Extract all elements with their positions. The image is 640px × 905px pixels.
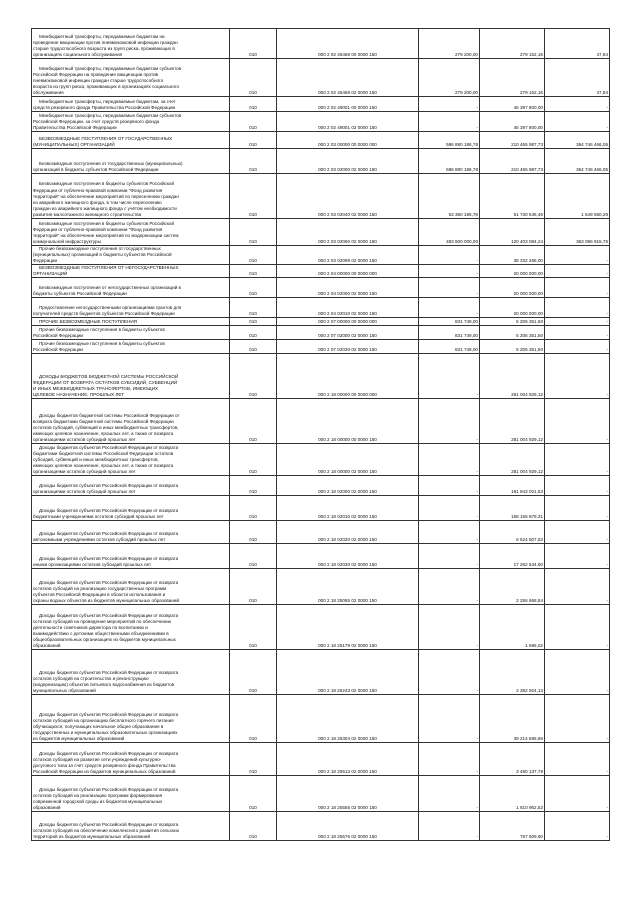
table-row bbox=[32, 132, 610, 149]
executed-cell: 45 397 800,00 bbox=[480, 112, 545, 132]
executed-cell: 39 214 585,69 bbox=[480, 695, 545, 743]
table-row bbox=[32, 444, 610, 476]
budget-classification-code-cell: 000 2 18 02020 02 0000 150 bbox=[277, 521, 419, 544]
budget-classification-code-cell: 000 2 03 02060 02 0000 150 bbox=[277, 219, 419, 246]
unexecuted-cell: 363 096 915,76 bbox=[545, 219, 610, 246]
approved-plan-cell: - bbox=[419, 650, 480, 695]
approved-plan-cell: 831 749,00 bbox=[419, 326, 480, 340]
approved-plan-cell: - bbox=[419, 521, 480, 544]
executed-cell: 120 403 084,24 bbox=[480, 219, 545, 246]
table-row bbox=[32, 776, 610, 812]
executed-cell: 3 480 137,78 bbox=[480, 743, 545, 776]
approved-plan-cell: - bbox=[419, 695, 480, 743]
line-code-cell: 010 bbox=[230, 219, 277, 246]
budget-classification-code-cell: 000 2 18 25243 02 0000 150 bbox=[277, 650, 419, 695]
unexecuted-cell: 47,84 bbox=[545, 29, 610, 59]
executed-cell: 20 000 000,00 bbox=[480, 278, 545, 298]
budget-classification-code-cell: 000 2 18 25513 02 0000 150 bbox=[277, 743, 419, 776]
approved-plan-cell: - bbox=[419, 569, 480, 605]
table-row bbox=[32, 743, 610, 776]
executed-cell: 168 155 879,31 bbox=[480, 496, 545, 521]
approved-plan-cell: 279 200,00 bbox=[419, 59, 480, 97]
line-code-cell: 010 bbox=[230, 544, 277, 569]
indicator-name-cell: Предоставление негосударственными организациями грантов для получателей средств бюджетов субъектов Российской Федерации bbox=[32, 298, 230, 318]
budget-classification-code-cell: 000 2 04 00000 00 0000 000 bbox=[277, 265, 419, 278]
line-code-cell: 010 bbox=[230, 354, 277, 399]
line-code-cell: 010 bbox=[230, 743, 277, 776]
line-code-cell: 010 bbox=[230, 29, 277, 59]
approved-plan-cell: - bbox=[419, 354, 480, 399]
line-code-cell: 010 bbox=[230, 246, 277, 265]
budget-classification-code-cell: 000 2 03 02099 02 0000 150 bbox=[277, 246, 419, 265]
indicator-name-cell: Доходы бюджетов субъектов Российской Федерации от возврата организациями остатков субсидий прошлых лет bbox=[32, 476, 230, 496]
approved-plan-cell: - bbox=[419, 112, 480, 132]
line-code-cell: 010 bbox=[230, 326, 277, 340]
indicator-name-cell: Безвозмездные поступления от государственных (муниципальных) организаций в бюджеты субъектов Российской Федерации bbox=[32, 149, 230, 174]
indicator-name-cell: Доходы бюджетов субъектов Российской Федерации от возврата бюджетами бюджетной системы Российской Федерации остатков субсидий, субвенций и иных межбюджетных трансфертов, имеющих целевое назначение, прошлых лет, а также от возврата организациями остатков субсидий прошлых лет bbox=[32, 444, 230, 476]
table-row bbox=[32, 521, 610, 544]
line-code-cell: 010 bbox=[230, 476, 277, 496]
budget-classification-code-cell: 000 2 02 49001 02 0000 150 bbox=[277, 112, 419, 132]
executed-cell: 210 465 987,73 bbox=[480, 149, 545, 174]
line-code-cell: 010 bbox=[230, 444, 277, 476]
table-row bbox=[32, 399, 610, 444]
budget-classification-code-cell: 000 2 02 49001 00 0000 150 bbox=[277, 97, 419, 112]
budget-classification-code-cell: 000 2 18 02010 02 0000 150 bbox=[277, 496, 419, 521]
executed-cell: 191 943 021,53 bbox=[480, 476, 545, 496]
line-code-cell: 010 bbox=[230, 399, 277, 444]
approved-plan-cell: 831 749,00 bbox=[419, 318, 480, 326]
executed-cell: 20 000 000,00 bbox=[480, 265, 545, 278]
indicator-name-cell: Доходы бюджетов субъектов Российской Федерации от возврата иными организациями остатков субсидий прошлых лет bbox=[32, 544, 230, 569]
unexecuted-cell: - bbox=[545, 812, 610, 841]
indicator-name-cell: Доходы бюджетов субъектов Российской Федерации от возврата автономными учреждениями остатков субсидий прошлых лет bbox=[32, 521, 230, 544]
line-code-cell: 010 bbox=[230, 112, 277, 132]
budget-classification-code-cell: 000 2 18 25065 02 0000 150 bbox=[277, 569, 419, 605]
table-row bbox=[32, 174, 610, 219]
line-code-cell: 010 bbox=[230, 278, 277, 298]
unexecuted-cell: - bbox=[545, 399, 610, 444]
unexecuted-cell: - bbox=[545, 544, 610, 569]
table-row bbox=[32, 476, 610, 496]
indicator-name-cell: Доходы бюджетов субъектов Российской Федерации от возврата остатков субсидий на развитие сети учреждений культурно- досугового типа за счет средств резервного фонда Правительства Российской Федерации из бюджетов муниципальных образований bbox=[32, 743, 230, 776]
unexecuted-cell: - bbox=[545, 476, 610, 496]
unexecuted-cell: - bbox=[545, 444, 610, 476]
approved-plan-cell: - bbox=[419, 776, 480, 812]
budget-classification-code-cell: 000 2 18 02030 02 0000 150 bbox=[277, 544, 419, 569]
approved-plan-cell: 279 200,00 bbox=[419, 29, 480, 59]
table-row bbox=[32, 326, 610, 340]
indicator-name-cell: ПРОЧИЕ БЕЗВОЗМЕЗДНЫЕ ПОСТУПЛЕНИЯ bbox=[32, 318, 230, 326]
indicator-name-cell: Доходы бюджетов субъектов Российской Федерации от возврата бюджетными учреждениями остатков субсидий прошлых лет bbox=[32, 496, 230, 521]
line-code-cell: 010 bbox=[230, 695, 277, 743]
approved-plan-cell: 586 880 186,78 bbox=[419, 132, 480, 149]
indicator-name-cell: БЕЗВОЗМЕЗДНЫЕ ПОСТУПЛЕНИЯ ОТ ГОСУДАРСТВЕННЫХ (МУНИЦИПАЛЬНЫХ) ОРГАНИЗАЦИЙ bbox=[32, 132, 230, 149]
budget-classification-code-cell: 000 2 02 45468 02 0000 150 bbox=[277, 59, 419, 97]
table-row bbox=[32, 354, 610, 399]
executed-cell: 1 595,02 bbox=[480, 605, 545, 650]
unexecuted-cell: - bbox=[545, 265, 610, 278]
table-body bbox=[32, 29, 610, 841]
indicator-name-cell: Безвозмездные поступления в бюджеты субъектов Российской Федерации от публично-правовой компании "Фонд развития территорий" на обеспечение мероприятий по переселению граждан из аварийного жилищного фонда, в том числе переселению граждан из аварийного жилищного фонда с учётом необходимости развития малоэтажного жилищного строительства bbox=[32, 174, 230, 219]
indicator-name-cell: Доходы бюджетов субъектов Российской Федерации от возврата остатков субсидий на реализацию программ формирования современной городской среды из бюджетов муниципальных образований bbox=[32, 776, 230, 812]
unexecuted-cell: - bbox=[545, 246, 610, 265]
table-row bbox=[32, 278, 610, 298]
table-row bbox=[32, 29, 610, 59]
executed-cell: 20 000 000,00 bbox=[480, 298, 545, 318]
table-row bbox=[32, 812, 610, 841]
unexecuted-cell: - bbox=[545, 743, 610, 776]
unexecuted-cell: - bbox=[545, 521, 610, 544]
executed-cell: 5 206 351,50 bbox=[480, 318, 545, 326]
table-row bbox=[32, 569, 610, 605]
unexecuted-cell: - bbox=[545, 605, 610, 650]
table-row bbox=[32, 695, 610, 743]
executed-cell: 38 332 265,00 bbox=[480, 246, 545, 265]
line-code-cell: 010 bbox=[230, 298, 277, 318]
line-code-cell: 010 bbox=[230, 812, 277, 841]
budget-classification-code-cell: 000 2 07 02030 02 0000 150 bbox=[277, 340, 419, 354]
unexecuted-cell: - bbox=[545, 650, 610, 695]
indicator-name-cell: Доходы бюджетов субъектов Российской Федерации от возврата остатков субсидий на строительство и реконструкцию (модернизацию) объектов питьевого водоснабжения из бюджетов муниципальных образований bbox=[32, 650, 230, 695]
unexecuted-cell: - bbox=[545, 354, 610, 399]
table-row bbox=[32, 605, 610, 650]
approved-plan-cell: - bbox=[419, 278, 480, 298]
indicator-name-cell: Межбюджетные трансферты, передаваемые бюджетам, за счет средств резервного фонда Правительства Российской Федерации bbox=[32, 97, 230, 112]
approved-plan-cell: 831 749,00 bbox=[419, 340, 480, 354]
executed-cell: 757 609,60 bbox=[480, 812, 545, 841]
unexecuted-cell: - bbox=[545, 776, 610, 812]
table-row bbox=[32, 318, 610, 326]
table-row bbox=[32, 149, 610, 174]
line-code-cell: 010 bbox=[230, 318, 277, 326]
line-code-cell: 010 bbox=[230, 776, 277, 812]
budget-classification-code-cell: 000 2 03 02000 02 0000 150 bbox=[277, 149, 419, 174]
executed-cell: 45 397 800,00 bbox=[480, 97, 545, 112]
table-row bbox=[32, 496, 610, 521]
table-row bbox=[32, 59, 610, 97]
line-code-cell: 010 bbox=[230, 149, 277, 174]
executed-cell: 281 004 929,12 bbox=[480, 354, 545, 399]
table-row bbox=[32, 219, 610, 246]
approved-plan-cell: - bbox=[419, 399, 480, 444]
budget-classification-code-cell: 000 2 18 25179 02 0000 150 bbox=[277, 605, 419, 650]
executed-cell: 1 610 962,52 bbox=[480, 776, 545, 812]
table-row bbox=[32, 298, 610, 318]
line-code-cell: 010 bbox=[230, 174, 277, 219]
table-row bbox=[32, 265, 610, 278]
approved-plan-cell: - bbox=[419, 444, 480, 476]
executed-cell: 279 152,16 bbox=[480, 59, 545, 97]
table-row bbox=[32, 650, 610, 695]
budget-classification-code-cell: 000 2 04 02010 02 0000 150 bbox=[277, 298, 419, 318]
unexecuted-cell: - bbox=[545, 569, 610, 605]
unexecuted-cell: - bbox=[545, 97, 610, 112]
approved-plan-cell: - bbox=[419, 476, 480, 496]
budget-classification-code-cell: 000 2 03 00000 00 0000 000 bbox=[277, 132, 419, 149]
unexecuted-cell: - bbox=[545, 318, 610, 326]
budget-classification-code-cell: 000 2 18 25576 02 0000 150 bbox=[277, 812, 419, 841]
executed-cell: 5 206 351,50 bbox=[480, 340, 545, 354]
indicator-name-cell: Доходы бюджетов субъектов Российской Федерации от возврата остатков субсидий на проведение мероприятий по обеспечению деятельности советников директора по воспитанию и взаимодействию с детскими общественными объединениями в общеобразовательных организациях из бюджетов муниципальных образований bbox=[32, 605, 230, 650]
budget-classification-code-cell: 000 2 18 00000 00 0000 150 bbox=[277, 399, 419, 444]
executed-cell: 17 262 634,60 bbox=[480, 544, 545, 569]
executed-cell: 279 152,16 bbox=[480, 29, 545, 59]
line-code-cell: 010 bbox=[230, 340, 277, 354]
approved-plan-cell: 586 880 186,78 bbox=[419, 149, 480, 174]
executed-cell: 51 730 636,49 bbox=[480, 174, 545, 219]
indicator-name-cell: Доходы бюджетов субъектов Российской Федерации от возврата остатков субсидий на реализацию государственных программ субъектов Российской Федерации в области использования и охраны водных объектов из бюджетов муниципальных образований bbox=[32, 569, 230, 605]
unexecuted-cell: - bbox=[545, 278, 610, 298]
budget-classification-code-cell: 000 2 18 02000 02 0000 150 bbox=[277, 476, 419, 496]
budget-classification-code-cell: 000 2 07 02000 02 0000 150 bbox=[277, 326, 419, 340]
budget-classification-code-cell: 000 2 07 00000 00 0000 000 bbox=[277, 318, 419, 326]
unexecuted-cell: 47,84 bbox=[545, 59, 610, 97]
budget-classification-code-cell: 000 2 18 25304 02 0000 150 bbox=[277, 695, 419, 743]
executed-cell: 6 524 507,62 bbox=[480, 521, 545, 544]
executed-cell: 281 004 929,12 bbox=[480, 444, 545, 476]
executed-cell: 2 382 924,13 bbox=[480, 650, 545, 695]
approved-plan-cell: - bbox=[419, 246, 480, 265]
unexecuted-cell: - bbox=[545, 112, 610, 132]
unexecuted-cell: - bbox=[545, 496, 610, 521]
line-code-cell: 010 bbox=[230, 605, 277, 650]
unexecuted-cell: - bbox=[545, 298, 610, 318]
indicator-name-cell: Прочие безвозмездные поступления в бюджеты субъектов Российской Федерации bbox=[32, 340, 230, 354]
table-row bbox=[32, 112, 610, 132]
budget-classification-code-cell: 000 2 02 45468 00 0000 150 bbox=[277, 29, 419, 59]
budget-classification-code-cell: 000 2 18 00000 00 0000 000 bbox=[277, 354, 419, 399]
approved-plan-cell: - bbox=[419, 298, 480, 318]
approved-plan-cell: 53 380 186,78 bbox=[419, 174, 480, 219]
line-code-cell: 010 bbox=[230, 265, 277, 278]
line-code-cell: 010 bbox=[230, 650, 277, 695]
line-code-cell: 010 bbox=[230, 569, 277, 605]
table-row bbox=[32, 246, 610, 265]
budget-classification-code-cell: 000 2 18 25555 02 0000 150 bbox=[277, 776, 419, 812]
line-code-cell: 010 bbox=[230, 521, 277, 544]
indicator-name-cell: Доходы бюджетов бюджетной системы Российской Федерации от возврата бюджетами бюджетной системы Российской Федерации остатков субсидий, субвенций и иных межбюджетных трансфертов, имеющих целевое назначение, прошлых лет, а также от возврата организациями остатков субсидий прошлых лет bbox=[32, 399, 230, 444]
approved-plan-cell: - bbox=[419, 544, 480, 569]
executed-cell: 210 465 987,73 bbox=[480, 132, 545, 149]
approved-plan-cell: - bbox=[419, 265, 480, 278]
indicator-name-cell: Доходы бюджетов субъектов Российской Федерации от возврата остатков субсидий на обеспечение комплексного развития сельских территорий из бюджетов муниципальных образований bbox=[32, 812, 230, 841]
indicator-name-cell: Безвозмездные поступления от негосударственных организаций в бюджеты субъектов Российской Федерации bbox=[32, 278, 230, 298]
executed-cell: 5 206 351,50 bbox=[480, 326, 545, 340]
line-code-cell: 010 bbox=[230, 97, 277, 112]
budget-classification-code-cell: 000 2 18 00000 02 0000 150 bbox=[277, 444, 419, 476]
table-row bbox=[32, 97, 610, 112]
table-row bbox=[32, 340, 610, 354]
indicator-name-cell: Межбюджетный трансферты, передаваемые бюджетам на проведение вакцинации против пневмококковой инфекции граждан старше трудоспособного возраста из групп риска, проживающих в организациях социального обслуживания bbox=[32, 29, 230, 59]
indicator-name-cell: Прочие безвозмездные поступления в бюджеты субъектов Российской Федерации bbox=[32, 326, 230, 340]
budget-classification-code-cell: 000 2 03 02040 02 0000 150 bbox=[277, 174, 419, 219]
approved-plan-cell: - bbox=[419, 743, 480, 776]
table-row bbox=[32, 544, 610, 569]
line-code-cell: 010 bbox=[230, 132, 277, 149]
line-code-cell: 010 bbox=[230, 59, 277, 97]
indicator-name-cell: Межбюджетный трансферты, передаваемые бюджетам субъектов Российской Федерации на проведение вакцинации против пневмококковой инфекции граждан старше трудоспособного возраста из групп риска, проживающих в организациях социального обслуживания bbox=[32, 59, 230, 97]
indicator-name-cell: Доходы бюджетов субъектов Российской Федерации от возврата остатков субсидий на организацию бесплатного горячего питания обучающихся, получающих начальное общее образование в государственных и муниципальных образовательных организациях из бюджетов муниципальных образований bbox=[32, 695, 230, 743]
budget-classification-code-cell: 000 2 04 02000 02 0000 150 bbox=[277, 278, 419, 298]
approved-plan-cell: - bbox=[419, 812, 480, 841]
approved-plan-cell: - bbox=[419, 97, 480, 112]
unexecuted-cell: 364 746 466,05 bbox=[545, 132, 610, 149]
indicator-name-cell: Прочие безвозмездные поступления от государственных (муниципальных) организаций в бюджеты субъектов Российской Федерации bbox=[32, 246, 230, 265]
executed-cell: 2 256 668,84 bbox=[480, 569, 545, 605]
unexecuted-cell: 364 746 466,05 bbox=[545, 149, 610, 174]
indicator-name-cell: ДОХОДЫ БЮДЖЕТОВ БЮДЖЕТНОЙ СИСТЕМЫ РОССИЙСКОЙ ФЕДЕРАЦИИ ОТ ВОЗВРАТА ОСТАТКОВ СУБСИДИЙ, СУБВЕНЦИЙ И ИНЫХ МЕЖБЮДЖЕТНЫХ ТРАНСФЕРТОВ, ИМЕЮЩИХ ЦЕЛЕВОЕ НАЗНАЧЕНИЕ, ПРОШЛЫХ ЛЕТ bbox=[32, 354, 230, 399]
unexecuted-cell: - bbox=[545, 695, 610, 743]
approved-plan-cell: 483 500 000,00 bbox=[419, 219, 480, 246]
indicator-name-cell: БЕЗВОЗМЕЗДНЫЕ ПОСТУПЛЕНИЯ ОТ НЕГОСУДАРСТВЕННЫХ ОРГАНИЗАЦИЙ bbox=[32, 265, 230, 278]
unexecuted-cell: - bbox=[545, 340, 610, 354]
report-sheet bbox=[31, 28, 609, 841]
line-code-cell: 010 bbox=[230, 496, 277, 521]
executed-cell: 281 004 929,12 bbox=[480, 399, 545, 444]
approved-plan-cell: - bbox=[419, 605, 480, 650]
unexecuted-cell: - bbox=[545, 326, 610, 340]
indicator-name-cell: Межбюджетные трансферты, передаваемые бюджетам субъектов Российской Федерации, за счет средств резервного фонда Правительства Российской Федерации bbox=[32, 112, 230, 132]
approved-plan-cell: - bbox=[419, 496, 480, 521]
indicator-name-cell: Безвозмездные поступления в бюджеты субъектов Российской Федерации от публично-правовой компании "Фонд развития территорий" на обеспечение мероприятий по модернизации систем коммунальной инфраструктуры bbox=[32, 219, 230, 246]
unexecuted-cell: 1 649 550,29 bbox=[545, 174, 610, 219]
budget-income-table bbox=[31, 28, 610, 841]
